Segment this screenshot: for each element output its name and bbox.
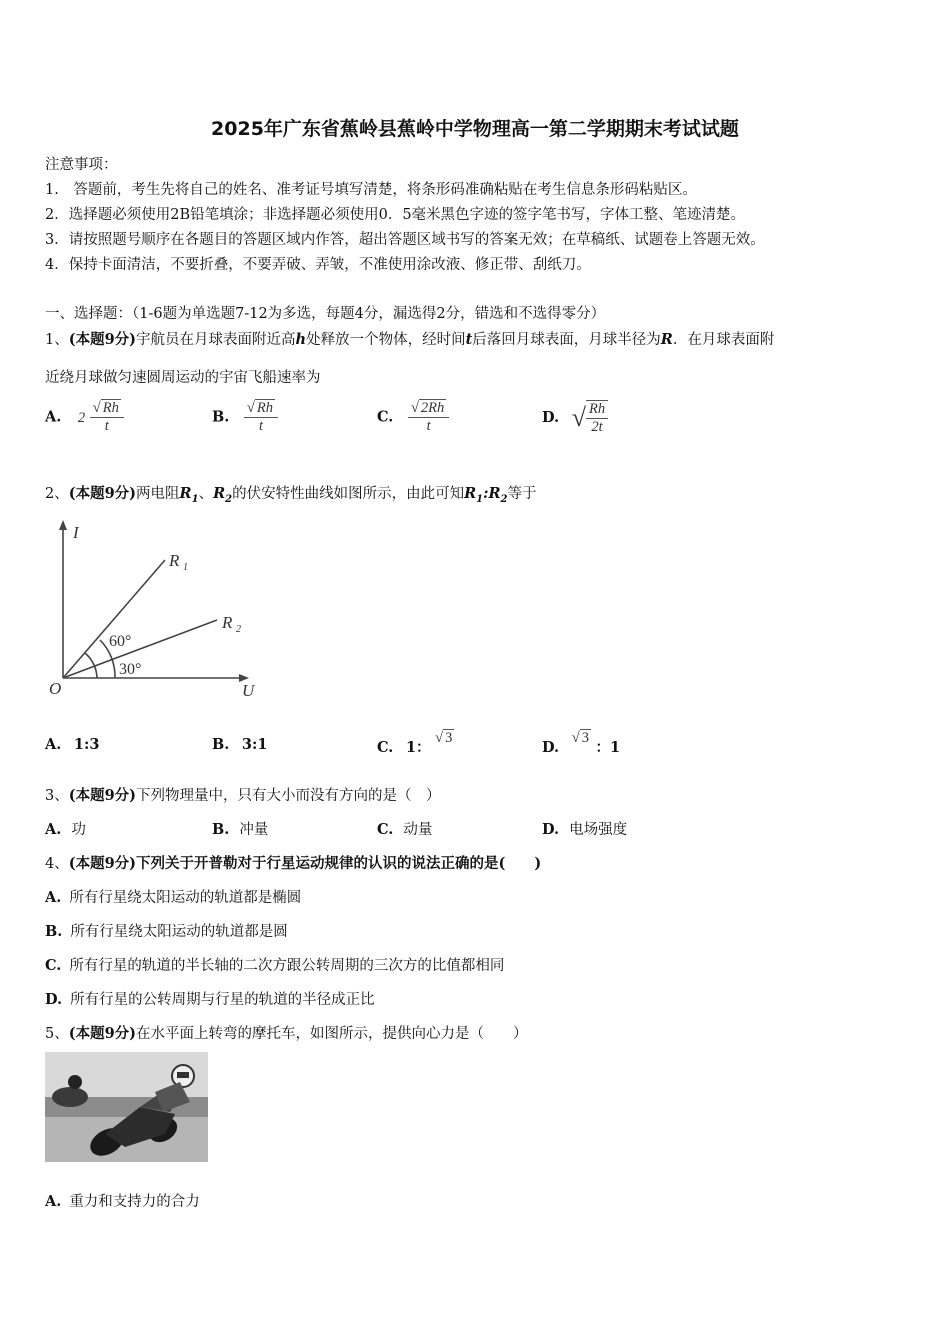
notice-item: 4．保持卡面清洁，不要折叠，不要弄破、弄皱，不准使用涂改液、修正带、刮纸刀。 <box>45 257 591 273</box>
question-score: (本题9分) <box>68 1025 137 1042</box>
option-label: A. <box>45 889 62 906</box>
question-1-stem <box>45 328 774 349</box>
option-text: 1： <box>405 739 431 756</box>
formula-denominator: t <box>426 418 431 434</box>
angle-label-60: 60° <box>109 633 132 650</box>
notice-item: 3．请按照题号顺序在各题目的答题区域内作答，超出答题区域书写的答案无效；在草稿纸、试题卷上答题无效。 <box>45 232 765 248</box>
r2-label-subscript: 2 <box>236 624 241 635</box>
option-c[interactable]: C. 1： √ 3 <box>377 730 453 756</box>
formula-radicand: 3 <box>581 730 589 746</box>
question-3-stem <box>45 784 441 805</box>
option-d[interactable]: D. √ $\frac{Rh}{2t}$ <box>542 400 608 436</box>
page-title: 2025年广东省蕉岭县蕉岭中学物理高一第二学期期末考试试题 <box>211 118 739 140</box>
option-label: B. <box>212 821 230 838</box>
question-text: 后落回月球表面，月球半径为 <box>472 332 661 348</box>
option-text: 所有行星绕太阳运动的轨道都是圆 <box>70 924 288 940</box>
variable-subscript: 2 <box>225 493 233 505</box>
option-d[interactable] <box>542 818 627 839</box>
r1-line <box>63 560 165 678</box>
option-text: 动量 <box>403 822 433 838</box>
motorcycle-illustration <box>45 1052 208 1162</box>
question-text: 的伏安特性曲线如图所示，由此可知 <box>232 486 465 502</box>
question-text: 下列关于开普勒对于行星运动规律的认识的说法正确的是( ) <box>136 855 542 872</box>
variable: :R <box>483 485 501 502</box>
option-label: A. <box>45 408 62 426</box>
option-a[interactable] <box>45 818 86 839</box>
formula-numerator: Rh <box>102 400 119 416</box>
option-text: 重力和支持力的合力 <box>69 1194 200 1210</box>
formula-fraction: $\frac{√ Rh}{t}$ <box>244 400 278 435</box>
notice-item: 2．选择题必须使用2B铅笔填涂；非选择题必须使用0．5毫米黑色字迹的签字笔书写，字体工整、笔迹清楚。 <box>45 207 746 223</box>
formula-numerator: Rh <box>256 400 273 416</box>
question-score: (本题9分) <box>68 485 137 502</box>
variable: t <box>465 331 473 348</box>
question-number: 5、 <box>45 1026 69 1042</box>
question-text: ．在月球表面附 <box>672 332 775 348</box>
section-heading: 一、选择题：（1-6题为单选题7-12为多选，每题4分，漏选得2分，错选和不选得零分） <box>45 306 606 322</box>
option-label: A. <box>45 736 62 753</box>
option-label: B. <box>45 923 63 940</box>
option-a[interactable] <box>45 1190 200 1211</box>
iv-graph <box>45 518 265 703</box>
formula-fraction: $\frac{√ 2Rh}{t}$ <box>408 400 449 435</box>
angle-label-30: 30° <box>119 661 142 678</box>
formula-denominator: t <box>258 418 263 434</box>
option-label: D. <box>45 991 63 1008</box>
option-label: A. <box>45 821 62 838</box>
question-1-stem-line2: 近绕月球做匀速圆周运动的宇宙飞船速率为 <box>45 370 321 386</box>
option-text: 冲量 <box>239 822 269 838</box>
r1-label-subscript: 1 <box>183 562 188 573</box>
formula-coefficient: 2 <box>77 409 86 426</box>
option-a[interactable] <box>45 736 99 753</box>
variable-subscript: 2 <box>500 493 508 505</box>
option-text: ：1 <box>595 739 621 756</box>
question-score: (本题9分) <box>68 855 137 872</box>
variable: R <box>213 485 226 502</box>
option-b[interactable] <box>45 920 288 941</box>
question-score: (本题9分) <box>68 331 137 348</box>
option-c[interactable] <box>45 954 504 975</box>
question-number: 3、 <box>45 788 69 804</box>
variable: R <box>179 485 192 502</box>
question-text: 等于 <box>507 486 537 502</box>
y-axis-label: I <box>73 523 79 542</box>
question-text: 宇航员在月球表面附近高 <box>136 332 296 348</box>
option-b[interactable] <box>212 400 278 435</box>
question-5-stem <box>45 1022 528 1043</box>
notice-item: 1. 答题前，考生先将自己的姓名、准考证号填写清楚，将条形码准确粘贴在考生信息条形码粘贴区。 <box>45 182 697 198</box>
question-4-stem <box>45 852 541 873</box>
r1-label: R <box>169 551 180 570</box>
variable: R <box>464 485 477 502</box>
option-text: 所有行星的轨道的半长轴的二次方跟公转周期的三次方的比值都相同 <box>69 958 505 974</box>
option-b[interactable] <box>212 736 267 753</box>
option-text: 1:3 <box>73 736 100 753</box>
option-label: D. <box>542 409 560 426</box>
option-c[interactable] <box>377 400 449 435</box>
option-label: C. <box>377 408 394 426</box>
question-number: 4、 <box>45 856 69 872</box>
formula-fraction: $\frac{√ Rh}{t}$ <box>90 400 124 435</box>
question-2-stem <box>45 482 537 505</box>
option-a[interactable] <box>45 400 124 435</box>
option-label: C. <box>377 739 394 756</box>
option-b[interactable] <box>212 818 268 839</box>
origin-label: O <box>49 679 62 698</box>
formula-numerator: Rh <box>586 401 608 419</box>
question-text: 、 <box>198 486 214 502</box>
option-c[interactable] <box>377 818 432 839</box>
question-text: 在水平面上转弯的摩托车，如图所示，提供向心力是（ ） <box>136 1026 528 1042</box>
option-d[interactable]: D. √ 3 ：1 <box>542 730 621 756</box>
formula-radicand: 3 <box>445 730 453 746</box>
y-axis-arrow-icon <box>59 520 67 530</box>
question-number: 2、 <box>45 486 69 502</box>
option-label: D. <box>542 739 560 756</box>
option-text: 功 <box>71 822 86 838</box>
formula-denominator: 2t <box>591 419 603 435</box>
question-text: 处释放一个物体，经时间 <box>306 332 466 348</box>
option-text: 电场强度 <box>569 822 628 838</box>
variable-subscript: 1 <box>476 493 484 505</box>
option-text: 3:1 <box>241 736 268 753</box>
option-text: 所有行星绕太阳运动的轨道都是椭圆 <box>69 890 302 906</box>
motorcycle-photo <box>45 1052 208 1162</box>
option-label: B. <box>212 408 230 426</box>
r2-label: R <box>222 613 233 632</box>
option-label: D. <box>542 821 560 838</box>
option-d[interactable] <box>45 988 375 1009</box>
formula-fraction <box>586 400 608 436</box>
question-text: 下列物理量中，只有大小而没有方向的是（ ） <box>136 788 441 804</box>
variable: h <box>295 331 307 348</box>
variable-subscript: 1 <box>191 493 199 505</box>
question-text: 两电阻 <box>136 486 180 502</box>
notice-heading: 注意事项： <box>45 157 118 173</box>
question-score: (本题9分) <box>68 787 137 804</box>
option-label: C. <box>377 821 394 838</box>
question-number: 1、 <box>45 332 69 348</box>
option-label: C. <box>45 957 62 974</box>
formula-denominator: t <box>104 418 109 434</box>
variable: R <box>660 331 673 348</box>
x-axis-label: U <box>242 681 255 700</box>
angle-arc-30 <box>85 653 97 678</box>
option-label: A. <box>45 1193 62 1210</box>
option-text: 所有行星的公转周期与行星的轨道的半径成正比 <box>70 992 375 1008</box>
option-label: B. <box>212 736 230 753</box>
formula-numerator: 2Rh <box>420 400 445 416</box>
option-a[interactable] <box>45 886 301 907</box>
